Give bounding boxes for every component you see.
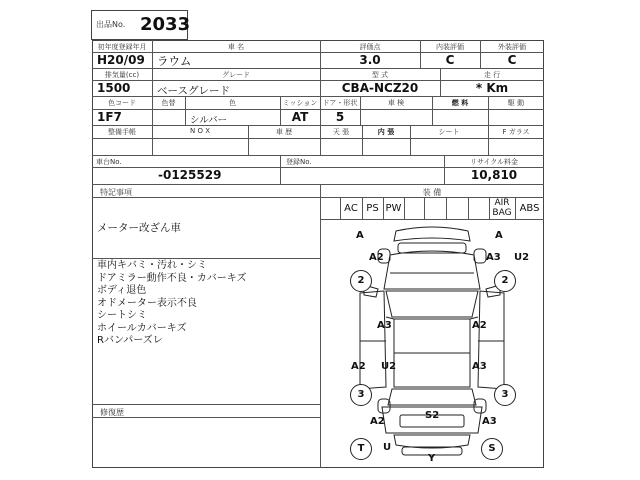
damage-mark: A2: [370, 416, 385, 427]
manual-label: 整備手帳: [108, 128, 136, 136]
car-name-value: ラウム: [157, 54, 192, 68]
note-line: ドアミラー動作不良・カバーキズ: [97, 272, 247, 284]
displacement-value: 1500: [97, 81, 131, 95]
grade-value: ベースグレード: [157, 85, 230, 97]
interior-score-label: 内装評価: [436, 43, 464, 51]
grade-label: グレード: [222, 71, 250, 79]
damage-mark: 3: [350, 384, 372, 406]
model-value: CBA-NCZ20: [341, 81, 419, 95]
car-name-label: 車 名: [227, 43, 245, 51]
color-code-label: 色コード: [108, 99, 136, 107]
roof-label: 天 張: [332, 128, 350, 136]
recycle-fee-label: リサイクル料金: [469, 158, 519, 166]
notes-title: 特記事項: [100, 188, 132, 197]
mission-value: AT: [291, 110, 309, 124]
displacement-label: 排気量(cc): [104, 71, 140, 79]
damage-mark: A: [356, 230, 364, 241]
fuel-label: 燃 料: [451, 99, 469, 107]
note-line: オドメーター表示不良: [97, 297, 197, 309]
car-diagram: [320, 219, 544, 468]
damage-mark: 2: [350, 270, 372, 292]
damage-mark: A3: [472, 361, 487, 372]
damage-mark: 3: [494, 384, 516, 406]
drive-label: 駆 動: [507, 99, 525, 107]
damage-mark: U2: [381, 361, 397, 372]
chassis-value: -0125529: [158, 168, 222, 182]
notes-list: [97, 260, 247, 348]
lot-label: 出品No.: [96, 20, 126, 29]
score-label: 評価点: [359, 43, 381, 51]
damage-mark: 2: [494, 270, 516, 292]
color-code-value: 1F7: [97, 110, 122, 124]
note-line: ホイールカバーキズ: [97, 322, 187, 334]
seat-label: シート: [438, 128, 460, 136]
interior-score-value: C: [445, 53, 455, 67]
mileage-label: 走 行: [483, 71, 501, 79]
damage-mark: A: [495, 230, 503, 241]
damage-mark: S2: [425, 410, 440, 421]
color-label: 色: [229, 99, 236, 107]
recycle-fee-value: 10,810: [470, 168, 518, 182]
note-line: 車内キバミ・汚れ・シミ: [97, 260, 207, 271]
mileage-value: * Km: [475, 81, 509, 95]
damage-mark: T: [350, 438, 372, 460]
reg-date-label: 初年度登録年月: [97, 43, 147, 51]
exterior-score-value: C: [507, 53, 517, 67]
front-glass-label: F ガラス: [502, 128, 530, 136]
damage-mark: S: [481, 438, 503, 460]
exterior-score-label: 外装評価: [498, 43, 526, 51]
inspection-label: 車 検: [387, 99, 405, 107]
damage-mark: A3: [482, 416, 497, 427]
doors-label: ドア・形状: [322, 99, 358, 107]
color-value: シルバー: [190, 115, 228, 126]
reg-date-value: H20/09: [97, 53, 145, 67]
equip-airbag: AIR BAG: [492, 198, 512, 218]
nox-label: N O X: [190, 127, 210, 135]
notes-main: メーター改ざん車: [97, 222, 181, 234]
damage-mark: A2: [351, 361, 366, 372]
doors-value: 5: [335, 110, 345, 124]
history-label: 車 歴: [275, 128, 293, 136]
inner-lining-label: 内 張: [377, 128, 395, 136]
equip-pw: PW: [385, 203, 402, 214]
damage-mark: A3: [377, 320, 392, 331]
damage-mark: A3: [486, 252, 501, 263]
damage-mark: A2: [369, 252, 384, 263]
model-label: 型 式: [371, 71, 389, 79]
score-value: 3.0: [359, 53, 381, 67]
lot-box: [91, 10, 191, 40]
damage-mark: Y: [428, 453, 436, 464]
mission-label: ミッション: [282, 99, 318, 107]
note-line: Rバンパーズレ: [97, 335, 163, 346]
note-line: ボディ退色: [97, 285, 147, 296]
equip-ac: AC: [344, 203, 358, 214]
equip-ps: PS: [366, 203, 379, 214]
note-line: シートシミ: [97, 310, 147, 321]
registration-label: 登録No.: [286, 158, 312, 166]
damage-mark: A2: [472, 320, 487, 331]
damage-mark: U: [383, 442, 392, 453]
equipment-title: 装 備: [422, 188, 442, 197]
equip-abs: ABS: [519, 203, 540, 214]
lot-number: 2033: [140, 14, 191, 35]
color-change-label: 色替: [161, 99, 176, 107]
damage-mark: U2: [514, 252, 530, 263]
repair-history-title: 修復歴: [100, 408, 124, 417]
chassis-label: 車台No.: [96, 158, 122, 166]
